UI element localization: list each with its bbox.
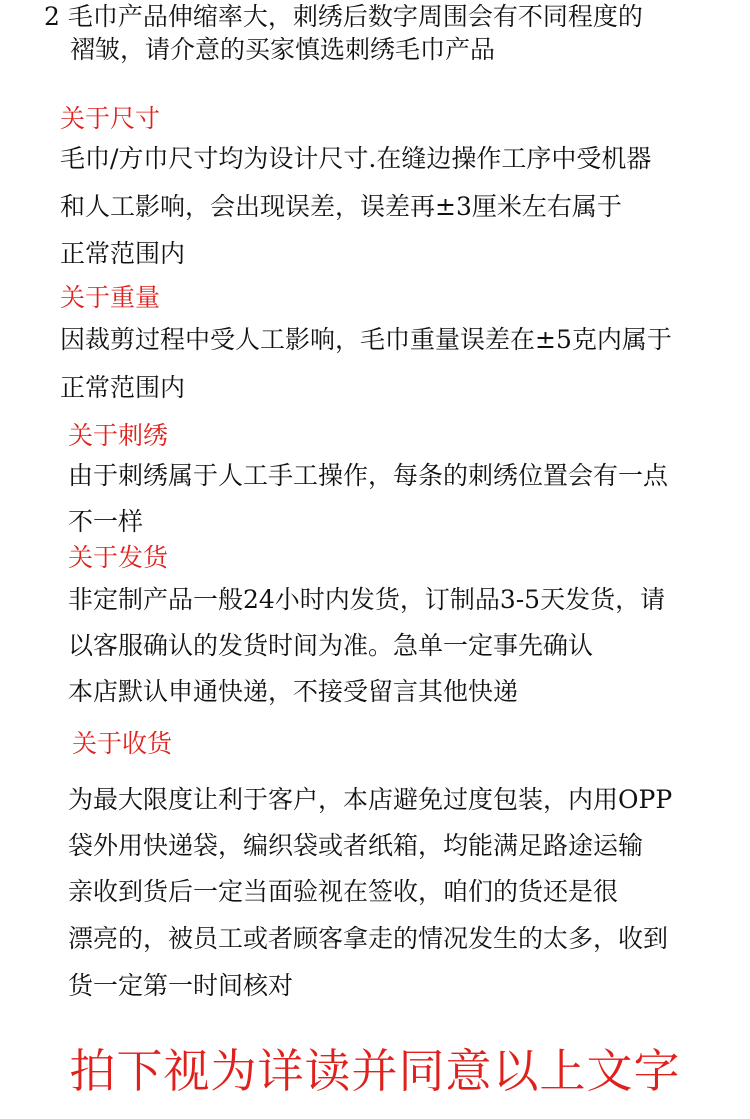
embroidery-heading: 关于刺绣: [68, 421, 169, 450]
receiving-line-3: 亲收到货后一定当面验视在签收，咱们的货还是很: [68, 877, 619, 906]
shipping-line-2: 以客服确认的发货时间为准。急单一定事先确认: [68, 631, 594, 660]
embroidery-line-2: 不一样: [68, 507, 144, 536]
size-line-1: 毛巾/方巾尺寸均为设计尺寸.在缝边操作工序中受机器: [60, 144, 652, 173]
receiving-line-1: 为最大限度让利于客户，本店避免过度包装，内用OPP: [68, 785, 673, 814]
receiving-line-2: 袋外用快递袋，编织袋或者纸箱，均能满足路途运输: [68, 831, 644, 860]
shipping-line-3: 本店默认申通快递，不接受留言其他快递: [68, 677, 519, 706]
receiving-line-5: 货一定第一时间核对: [68, 971, 294, 1000]
size-line-3: 正常范围内: [60, 239, 186, 268]
receiving-heading: 关于收货: [72, 729, 173, 758]
size-heading: 关于尺寸: [60, 104, 161, 133]
note-2-line-2: 褶皱，请介意的买家慎选刺绣毛巾产品: [70, 35, 496, 64]
embroidery-line-1: 由于刺绣属于人工手工操作，每条的刺绣位置会有一点: [68, 461, 669, 490]
shipping-line-1: 非定制产品一般24小时内发货，订制品3-5天发货，请: [68, 585, 666, 614]
weight-line-1: 因裁剪过程中受人工影响，毛巾重量误差在±5克内属于: [60, 325, 672, 354]
receiving-line-4: 漂亮的，被员工或者顾客拿走的情况发生的太多，收到: [68, 924, 669, 953]
note-2-line-1: 2 毛巾产品伸缩率大，刺绣后数字周围会有不同程度的: [44, 2, 643, 31]
weight-heading: 关于重量: [60, 283, 161, 312]
size-line-2: 和人工影响，会出现误差，误差再±3厘米左右属于: [60, 192, 622, 221]
shipping-heading: 关于发货: [68, 543, 169, 572]
weight-line-2: 正常范围内: [60, 373, 186, 402]
agreement-notice: 拍下视为详读并同意以上文字: [69, 1044, 681, 1098]
